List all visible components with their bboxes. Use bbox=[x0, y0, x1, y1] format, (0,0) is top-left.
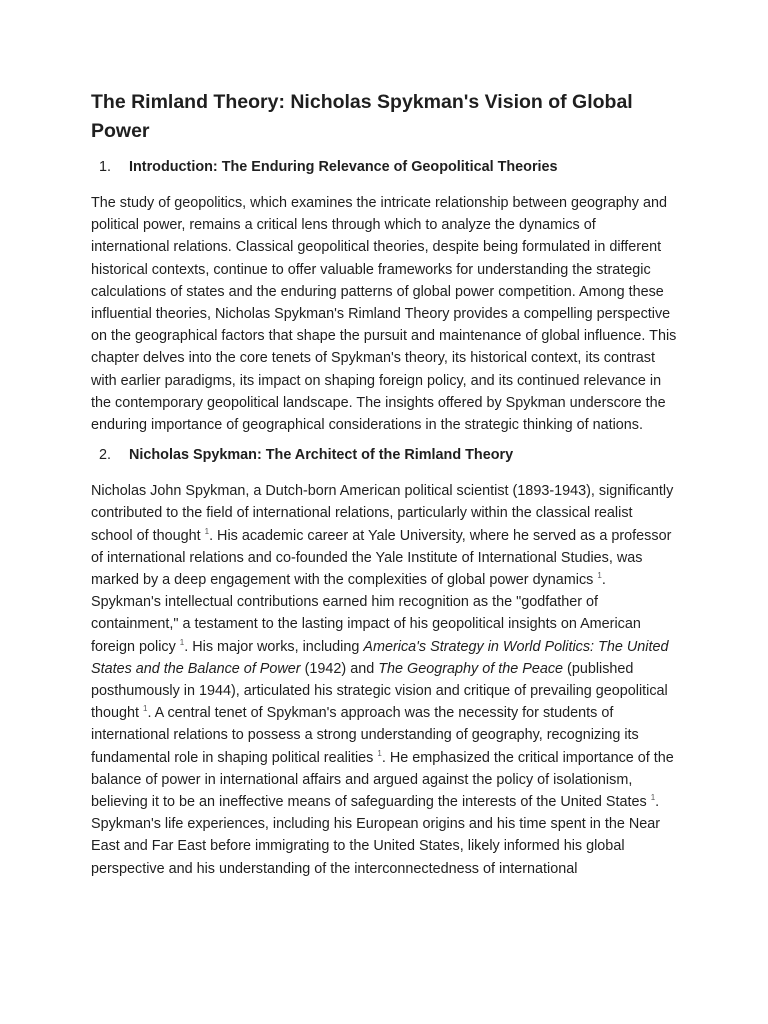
paragraph-text: (1942) and bbox=[300, 660, 379, 677]
paragraph-text: Nicholas John Spykman, a Dutch-born American political scientist (1893-1943), significantly contributed to the field of international relations, particularly within the classical realist school of thought bbox=[91, 483, 674, 544]
section-title: Nicholas Spykman: The Architect of the Rimland Theory bbox=[129, 447, 514, 464]
section-title: Introduction: The Enduring Relevance of Geopolitical Theories bbox=[129, 159, 558, 175]
footnote-ref[interactable]: 1 bbox=[597, 571, 602, 581]
paragraph-text: . Spykman's life experiences, including his European origins and his time spent in the Near East and Far East before immigrating to the United States, likely informed his global perspective and his understanding of the interconnectedness of international bbox=[91, 794, 661, 877]
footnote-ref[interactable]: 1 bbox=[650, 793, 656, 803]
paragraph-text: (published posthumously in 1944), articulated his strategic vision and critique of prevailing geopolitical thought bbox=[91, 660, 668, 722]
spykman-paragraph bbox=[91, 480, 678, 880]
section-number: 2. bbox=[99, 447, 112, 464]
footnote-ref[interactable]: 1 bbox=[143, 704, 148, 714]
book-title: The Geography of the Peace bbox=[378, 660, 564, 677]
introduction-paragraph: The study of geopolitics, which examines the intricate relationship between geography and political power, remains a critical lens through which to analyze the dynamics of international relations. Classical geopolitical theories, despite being formulated in different historical contexts, continue to offer valuable frameworks for understanding the strategic calculations of states and the enduring patterns of global power competition. Among these influential theories, Nicholas Spykman's Rimland Theory provides a compelling perspective on the geographical factors that shape the pursuit and maintenance of global influence. This chapter delves into the core tenets of Spykman's theory, its historical context, its contrast with earlier paradigms, its impact on shaping foreign policy, and its continued relevance in the contemporary geopolitical landscape. The insights offered by Spykman underscore the enduring importance of geographical considerations in the strategic thinking of nations. bbox=[91, 195, 677, 434]
document-title: The Rimland Theory: Nicholas Spykman's Vision of Global Power bbox=[91, 91, 633, 142]
footnote-ref[interactable]: 1 bbox=[377, 748, 382, 758]
book-title: America's Strategy in World Politics: The United States and the Balance of Power bbox=[91, 638, 669, 677]
section-heading-spykman bbox=[91, 444, 678, 466]
paragraph-text: . His major works, including bbox=[184, 638, 364, 655]
footnote-ref[interactable]: 1 bbox=[204, 526, 210, 536]
paragraph-text: . Spykman's intellectual contributions earned him recognition as the "godfather of containment," a testament to the lasting impact of his geopolitical insights on American foreign policy bbox=[91, 572, 641, 655]
paragraph-text: . A central tenet of Spykman's approach was the necessity for students of international relations to possess a strong understanding of geography, recognizing its fundamental role in shaping political realities bbox=[91, 705, 639, 766]
paragraph-text: . His academic career at Yale University, where he served as a professor of international relations and co-founded the Yale Institute of International Studies, was marked by a deep engagement with the complexities of global power dynamics bbox=[91, 527, 672, 589]
footnote-ref[interactable]: 1 bbox=[179, 637, 185, 647]
section-heading-introduction bbox=[91, 156, 678, 178]
paragraph-text: . He emphasized the critical importance of the balance of power in international affairs and argued against the policy of isolationism, believing it to be an ineffective means of safeguarding the interests of the United States bbox=[91, 749, 674, 811]
section-number: 1. bbox=[99, 159, 112, 175]
